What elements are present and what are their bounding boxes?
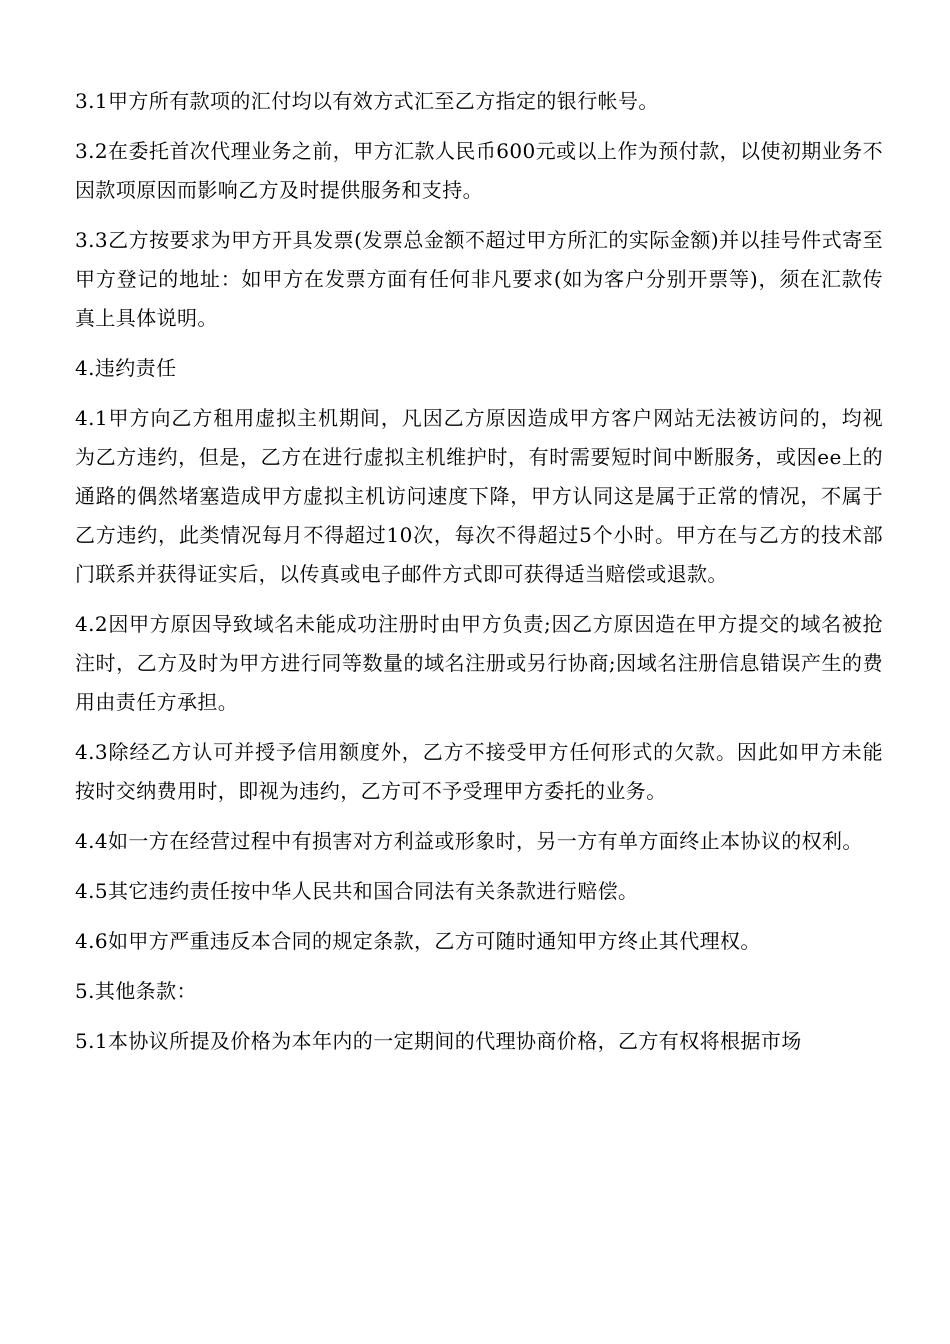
section-heading-5: 5.其他条款： bbox=[75, 979, 197, 1003]
clause-5-1: 5.1本协议所提及价格为本年内的一定期间的代理协商价格，乙方有权将根据市场 bbox=[75, 1029, 802, 1053]
clause-3-3: 3.3乙方按要求为甲方开具发票(发票总金额不超过甲方所汇的实际金额)并以挂号件式寄至甲方登记的地址：如甲方在发票方面有任何非凡要求(如为客户分别开票等)，须在汇款传真上具体说明。 bbox=[75, 228, 883, 330]
clause-3-1: 3.1甲方所有款项的汇付均以有效方式汇至乙方指定的银行帐号。 bbox=[75, 89, 659, 113]
clause-4-5: 4.5其它违约责任按中华人民共和国合同法有关条款进行赔偿。 bbox=[75, 879, 639, 903]
clause-3-2: 3.2在委托首次代理业务之前，甲方汇款人民币600元或以上作为预付款，以使初期业务不因款项原因而影响乙方及时提供服务和支持。 bbox=[75, 139, 883, 202]
clause-4-1: 4.1甲方向乙方租用虚拟主机期间，凡因乙方原因造成甲方客户网站无法被访问的，均视为乙方违约，但是，乙方在进行虚拟主机维护时，有时需要短时间中断服务，或因ee上的通路的偶然堵塞造成甲方虚拟主机访问速度下降，甲方认同这是属于正常的情况，不属于乙方违约，此类情况每月不得超过10次，每次不得超过5个小时。甲方在与乙方的技术部门联系并获得证实后，以传真或电子邮件方式即可获得适当赔偿或退款。 bbox=[75, 406, 883, 586]
section-heading-4: 4.违约责任 bbox=[75, 356, 177, 380]
clause-4-4: 4.4如一方在经营过程中有损害对方利益或形象时，另一方有单方面终止本协议的权利。 bbox=[75, 829, 863, 853]
clause-4-6: 4.6如甲方严重违反本合同的规定条款，乙方可随时通知甲方终止其代理权。 bbox=[75, 929, 761, 953]
clause-4-3: 4.3除经乙方认可并授予信用额度外，乙方不接受甲方任何形式的欠款。因此如甲方未能按时交纳费用时，即视为违约，乙方可不予受理甲方委托的业务。 bbox=[75, 740, 883, 803]
document-body bbox=[75, 82, 883, 1072]
clause-4-2: 4.2因甲方原因导致域名未能成功注册时由甲方负责;因乙方原因造在甲方提交的域名被抢注时，乙方及时为甲方进行同等数量的域名注册或另行协商;因域名注册信息错误产生的费用由责任方承担。 bbox=[75, 612, 883, 714]
